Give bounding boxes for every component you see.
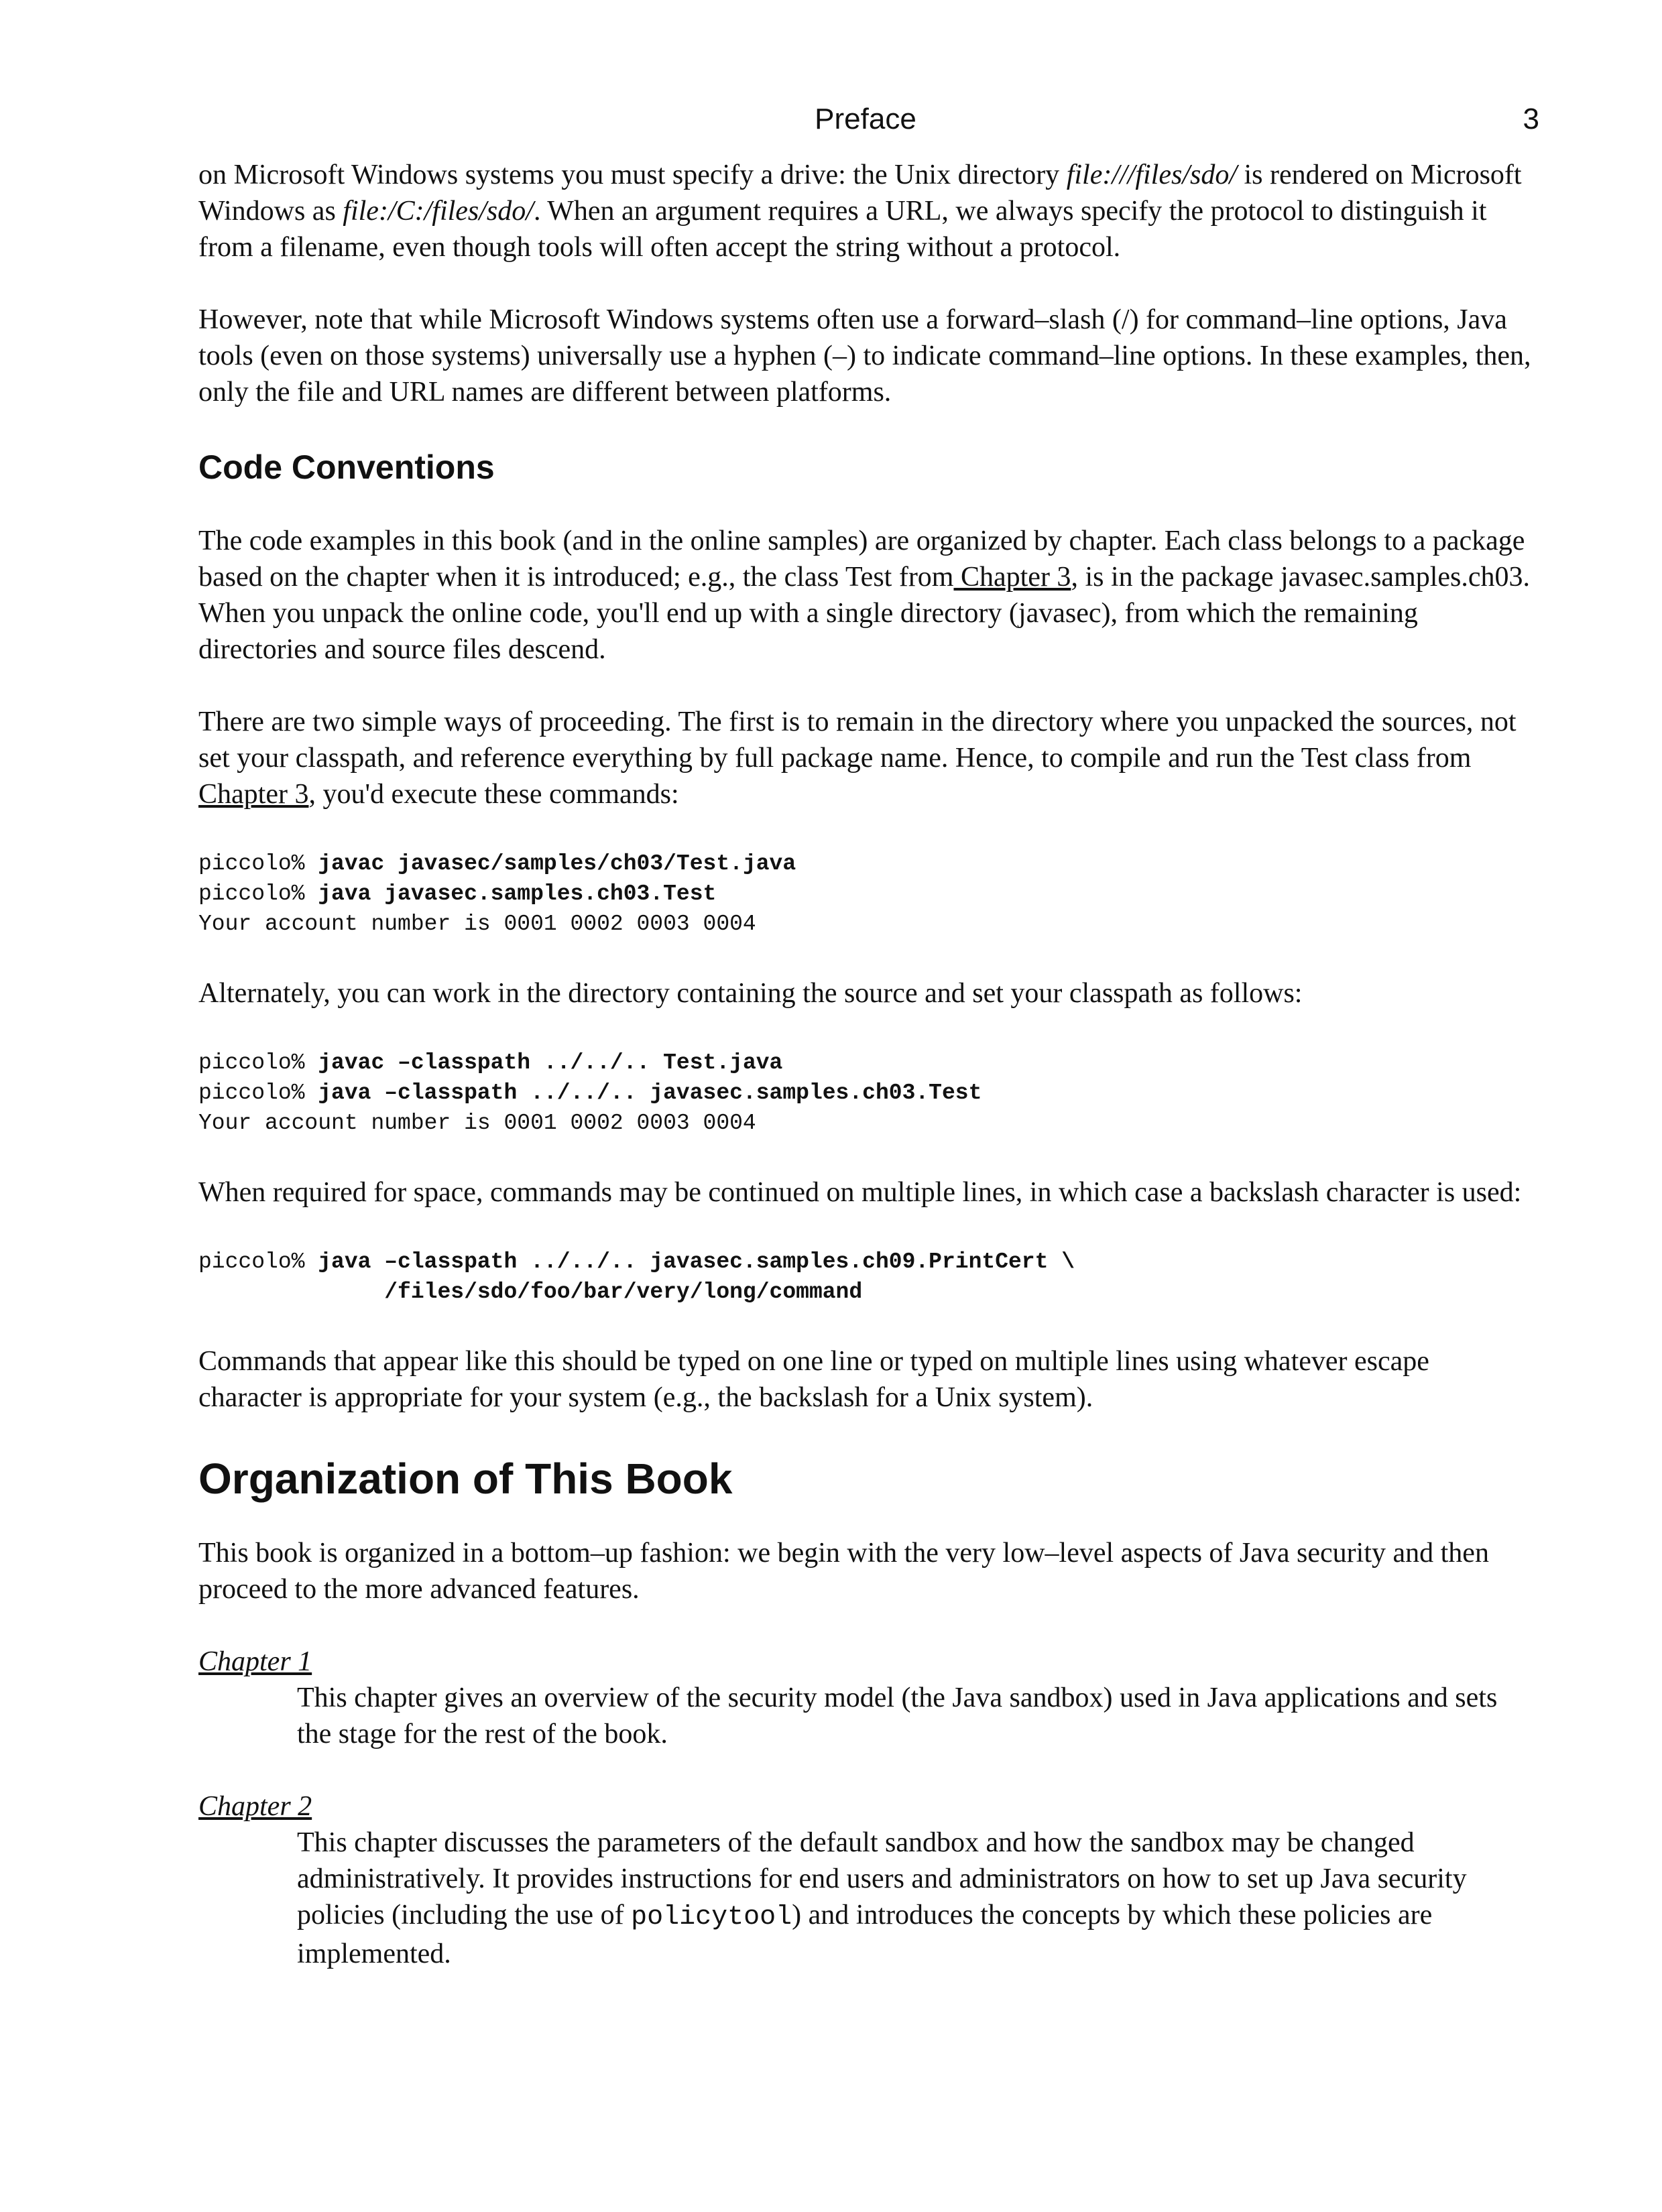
chapter-list [198,1644,1533,1972]
paragraph-text: There are two simple ways of proceeding. The first is to remain in the directory where you unpacked the sources, not set your classpath, and reference everything by full package name. Hence, to compile and run the Test class from [198,706,1517,774]
chapter-3-link[interactable]: Chapter 3 [953,562,1071,593]
code-line [198,1048,1533,1078]
code-line [198,1247,1533,1277]
shell-prompt: piccolo% [198,1050,318,1075]
paragraph-organization-intro: This book is organized in a bottom–up fashion: we begin with the very low–level aspects of Java security and then proceed to the more advanced features. [198,1538,1489,1605]
paragraph-ways-of-proceeding [198,704,1533,812]
paragraph-multiple-lines: When required for space, commands may be continued on multiple lines, in which case a backslash character is used: [198,1177,1522,1208]
chapter-1-term [198,1644,1533,1680]
command: /files/sdo/foo/bar/very/long/command [384,1280,863,1304]
paragraph-text: on Microsoft Windows systems you must specify a drive: the Unix directory [198,160,1067,190]
paragraph-code-examples [198,523,1533,668]
paragraph-text: The code examples in this book (and in the online samples) are organized by chapter. Each class belongs to a package based on the chapter when it is introduced; e.g., the class Test from [198,526,1525,593]
running-header [198,101,1539,141]
shell-prompt: piccolo% [198,851,318,876]
heading-code-conventions: Code Conventions [198,448,495,486]
code-block-full-package [198,849,1533,939]
command: javac –classpath ../../.. Test.java [318,1050,783,1075]
paragraph-escape-character: Commands that appear like this should be typed on one line or typed on multiple lines using whatever escape character is appropriate for your system (e.g., the backslash for a Unix system). [198,1346,1429,1413]
policytool-code: policytool [631,1902,792,1932]
command-output: Your account number is 0001 0002 0003 0004 [198,912,756,936]
command: java –classpath ../../.. javasec.samples.ch09.PrintCert \ [318,1249,1075,1274]
paragraph-drive-specification [198,157,1533,265]
chapter-3-link[interactable]: Chapter 3 [198,779,309,810]
paragraph-text: . When an argument requires a URL, we always specify the protocol to distinguish it from a filename, even though tools will often accept the string without a protocol. [198,196,1487,263]
code-line [198,849,1533,879]
running-title: Preface [815,103,916,135]
paragraph-text: , you'd execute these commands: [308,779,679,810]
code-block-continued [198,1247,1533,1307]
code-line [198,1078,1533,1108]
shell-prompt: piccolo% [198,1249,318,1274]
paragraph-command-line-options: However, note that while Microsoft Windows systems often use a forward–slash (/) for command–line options, Java tools (even on those systems) universally use a hyphen (–) to indicate command–line options. In these examples, then, only the file and URL names are different between platforms. [198,304,1531,408]
chapter-2-link[interactable]: Chapter 2 [198,1791,312,1822]
code-block-classpath [198,1048,1533,1138]
paragraph-text: ) and introduces the concepts by which these policies are implemented. [297,1900,1433,1969]
command: javac javasec/samples/ch03/Test.java [318,851,796,876]
chapter-2-term [198,1788,1533,1825]
command-output: Your account number is 0001 0002 0003 0004 [198,1111,756,1135]
page-number: 3 [1523,103,1539,135]
command: java –classpath ../../.. javasec.samples.ch03.Test [318,1081,982,1105]
unix-path: file:///files/sdo/ [1066,160,1238,190]
paragraph-text: is rendered on Microsoft Windows as [198,160,1522,227]
paragraph-alternate-classpath: Alternately, you can work in the directory containing the source and set your classpath as follows: [198,978,1303,1009]
code-line [198,1277,1533,1307]
paragraph-text: This chapter discusses the parameters of the default sandbox and how the sandbox may be changed administratively. It provides instructions for end users and administrators on how to set up Java security policies (including the use of [297,1827,1467,1930]
paragraph-text: , is in the package javasec.samples.ch03. When you unpack the online code, you'll end up with a single directory (javasec), from which the remaining directories and source files descend. [198,562,1531,665]
chapter-1-link[interactable]: Chapter 1 [198,1646,312,1677]
shell-prompt: piccolo% [198,1081,318,1105]
shell-prompt: piccolo% [198,881,318,906]
windows-path: file:/C:/files/sdo/ [343,196,534,227]
chapter-1-description: This chapter gives an overview of the security model (the Java sandbox) used in Java applications and sets the stage for the rest of the book. [297,1682,1498,1749]
command: java javasec.samples.ch03.Test [318,881,717,906]
page [198,101,1539,2008]
code-indent [198,1280,384,1304]
code-line [198,879,1533,909]
chapter-2-description [297,1825,1533,1972]
heading-organization: Organization of This Book [198,1455,733,1503]
